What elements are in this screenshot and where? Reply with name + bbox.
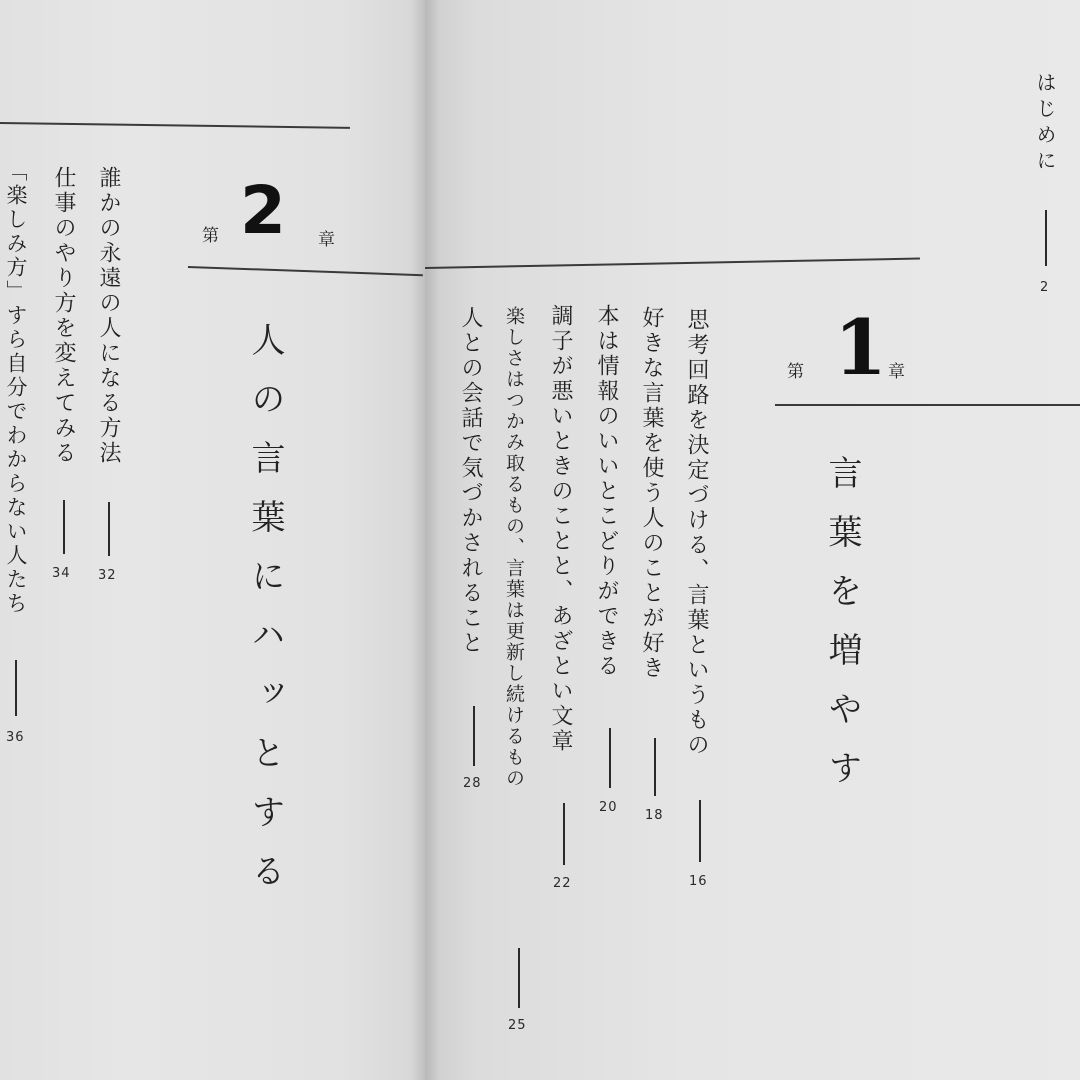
chapter1-entry-6: 人との会話で気づかされること (458, 306, 483, 656)
chapter1-entry-5: 楽しさはつかみ取るもの、言葉は更新し続けるもの (503, 306, 525, 789)
chapter2-entry-2: 仕事のやり方を変えてみる (51, 166, 76, 466)
chapter1-entry-4-leader (563, 803, 565, 865)
chapter1-rule (775, 404, 1080, 406)
chapter2-entry-2-leader (63, 500, 65, 554)
chapter1-entry-3: 本は情報のいいとこどりができる (594, 304, 619, 679)
chapter1-title: 言葉を増やす (822, 455, 862, 809)
chapter2-entry-3-leader (15, 660, 17, 716)
chapter1-prefix: 第 (787, 362, 804, 382)
intro-label: はじめに (1033, 72, 1057, 176)
chapter1-entry-1-page: 16 (689, 874, 708, 889)
chapter2-suffix: 章 (318, 230, 335, 250)
chapter1-entry-5-leader (518, 948, 520, 1008)
chapter2-entry-3-page: 36 (6, 730, 25, 745)
chapter1-suffix: 章 (888, 362, 905, 382)
chapter1-number: 1 (834, 303, 887, 392)
chapter1-entry-4-page: 22 (553, 876, 572, 891)
chapter1-entry-1: 思考回路を決定づける、言葉というもの (684, 308, 709, 758)
chapter1-entry-5-page: 25 (508, 1018, 527, 1033)
chapter1-entry-1-leader (699, 800, 701, 862)
chapter1-entry-2: 好きな言葉を使う人のことが好き (639, 306, 664, 681)
chapter2-title: 人の言葉にハッとする (245, 322, 285, 912)
chapter1-entry-6-page: 28 (463, 776, 482, 791)
book-gutter (410, 0, 440, 1080)
chapter2-number: 2 (240, 172, 286, 249)
chapter1-entry-3-leader (609, 728, 611, 788)
chapter1-entry-2-page: 18 (645, 808, 664, 823)
chapter1-entry-6-leader (473, 706, 475, 766)
chapter1-entry-3-page: 20 (599, 800, 618, 815)
chapter1-entry-2-leader (654, 738, 656, 796)
chapter2-entry-1-leader (108, 502, 110, 556)
chapter1-entry-4: 調子が悪いときのことと、あざとい文章 (548, 304, 573, 754)
chapter2-entry-2-page: 34 (52, 566, 71, 581)
chapter2-entry-1: 誰かの永遠の人になる方法 (96, 166, 121, 466)
chapter2-entry-1-page: 32 (98, 568, 117, 583)
intro-page-number: 2 (1040, 280, 1050, 295)
chapter2-entry-3: 「楽しみ方」すら自分でわからない人たち (4, 160, 28, 616)
intro-leader (1045, 210, 1047, 266)
chapter2-prefix: 第 (202, 226, 219, 246)
